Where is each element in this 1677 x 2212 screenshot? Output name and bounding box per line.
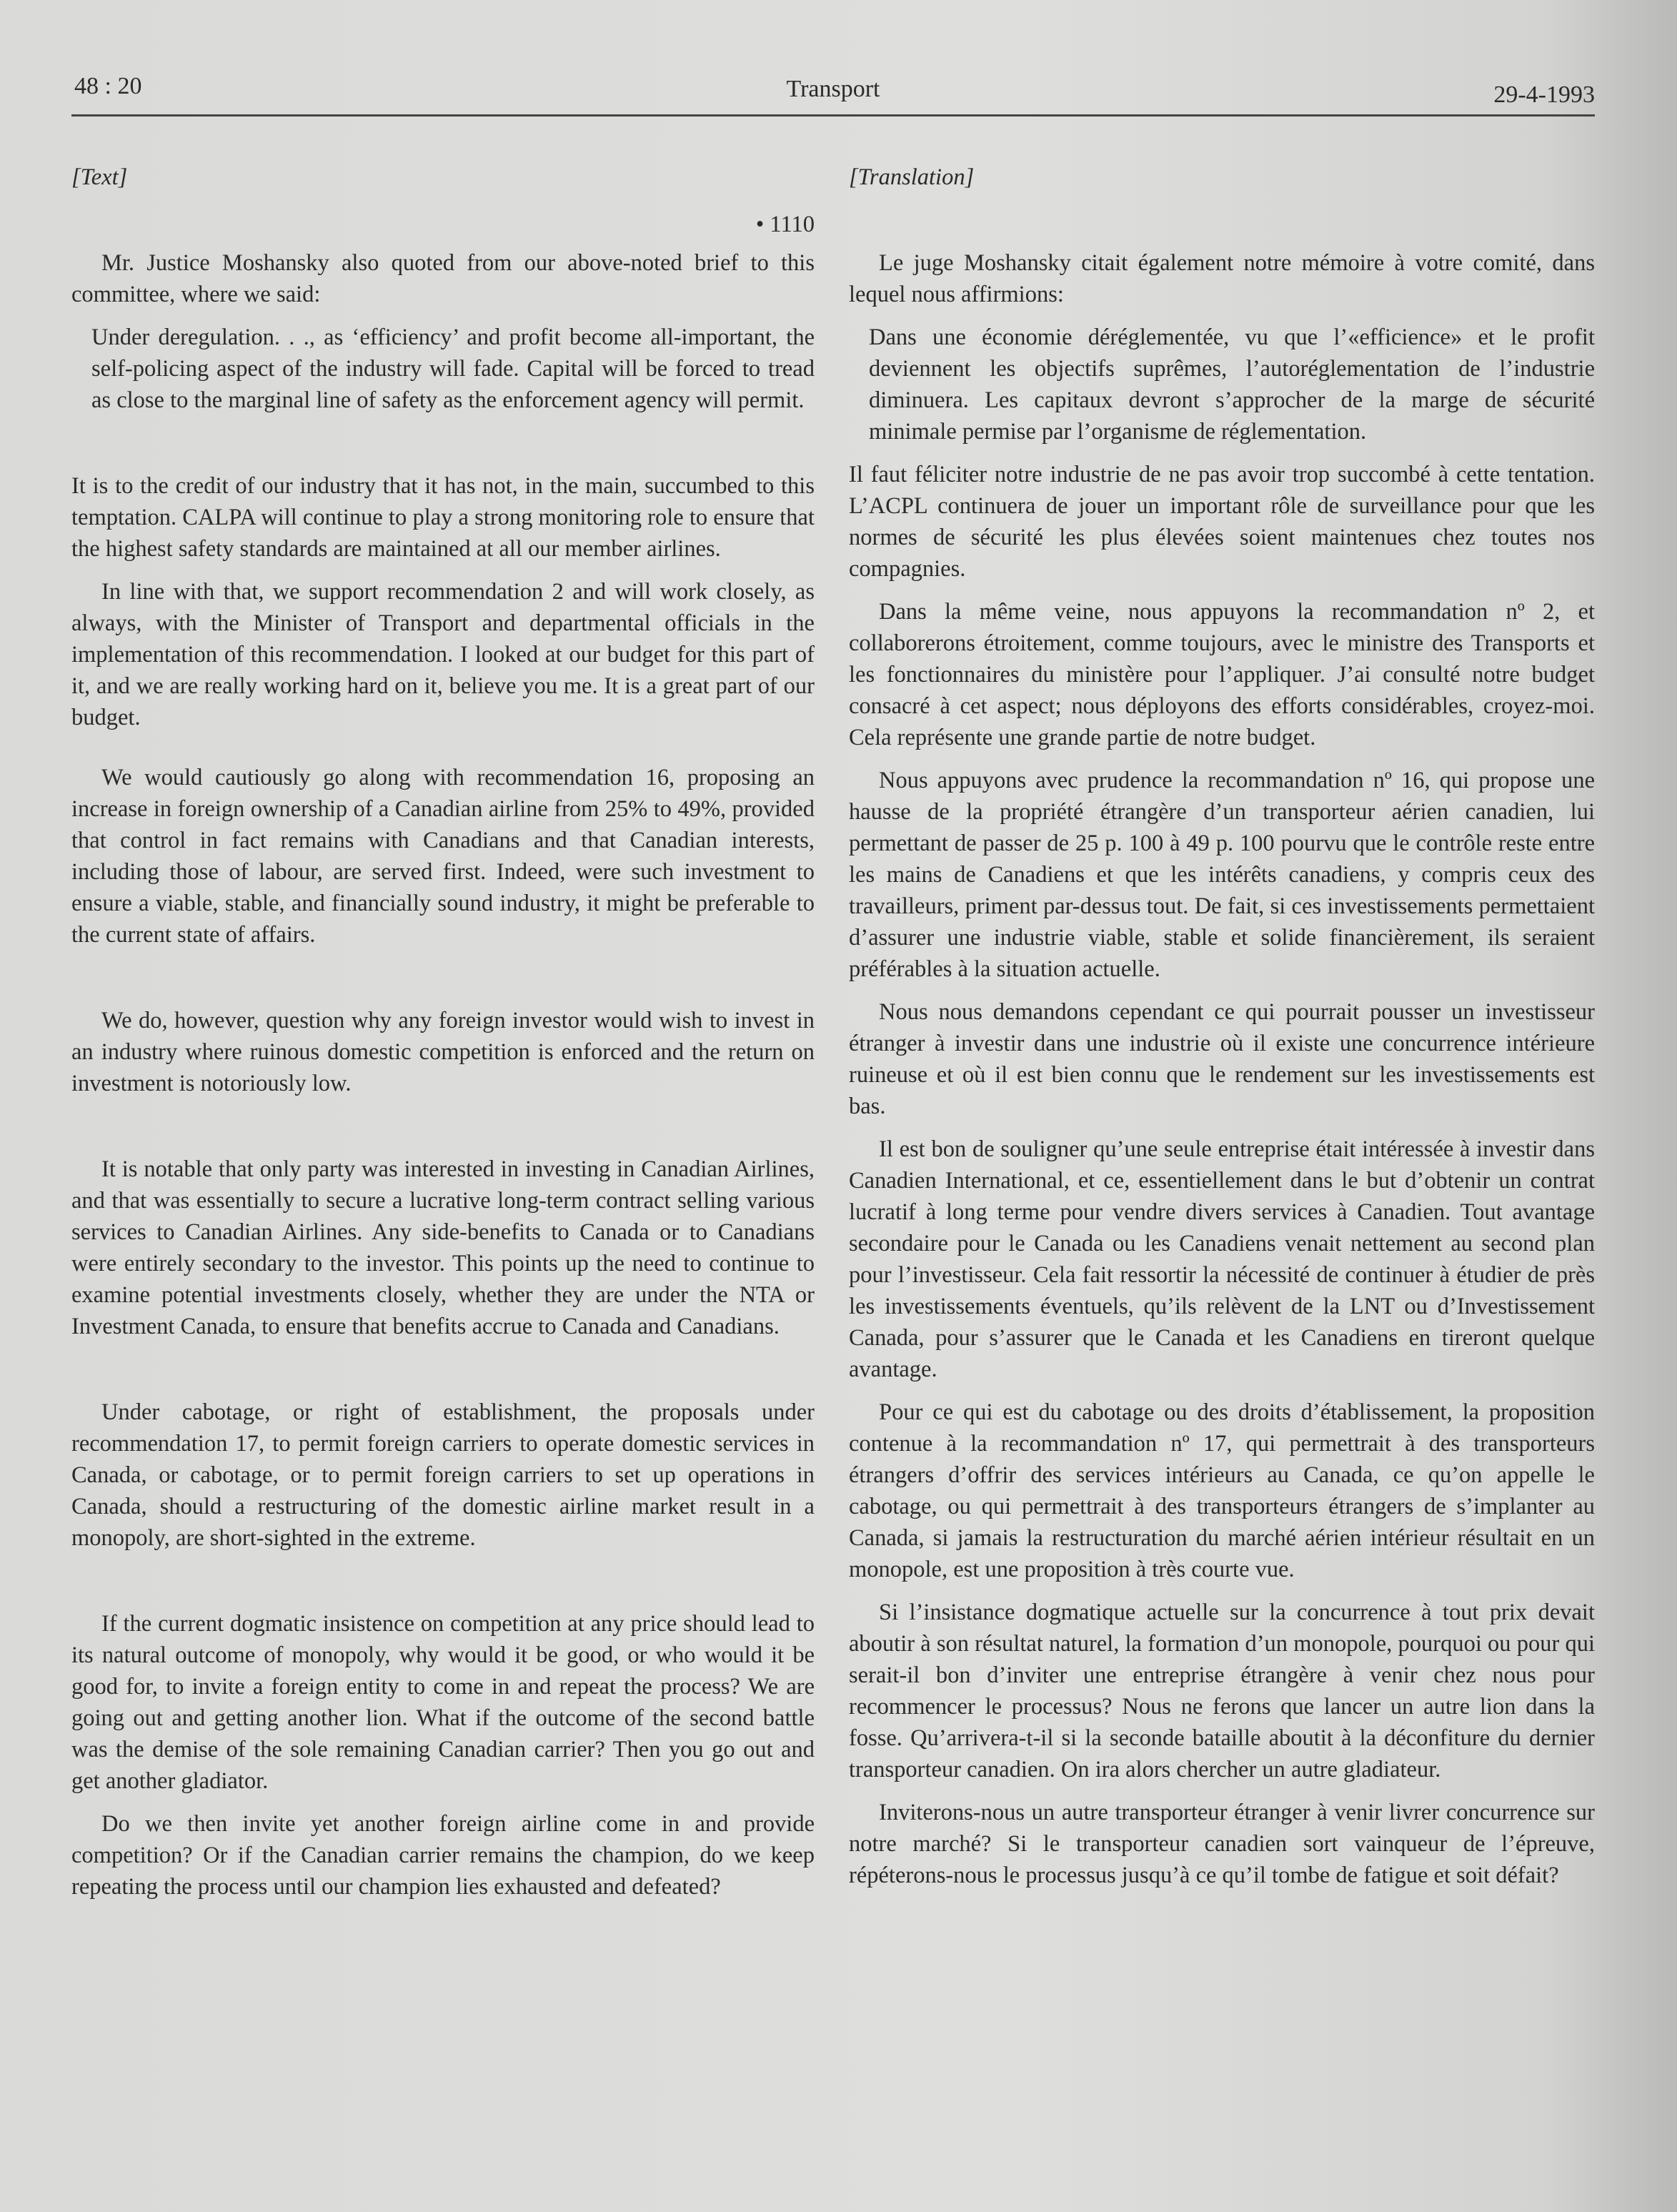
paragraph: Le juge Moshansky citait également notre mémoire à votre comité, dans lequel nous affirmions: [849, 250, 1595, 307]
translation-label: [Translation] [849, 164, 975, 190]
text-label: [Text] [71, 164, 128, 190]
block-quote: Dans une économie déréglementée, vu que l’«efficience» et le profit deviennent les objectifs suprêmes, l’autoréglementation de l’industrie diminuera. Les capitaux devront s’approcher de la marge de sécurité minimale permise par l’organisme de réglementation. [869, 324, 1595, 445]
paragraph: Nous appuyons avec prudence la recommandation nº 16, qui propose une hausse de la propriété étrangère d’un transporteur aérien canadien, lui permettant de passer de 25 p. 100 à 49 p. 100 pourvu que le contrôle reste entre les mains de Canadiens et que les intérêts canadiens, y compris ceux des travailleurs, priment par-dessus tout. De fait, si ces investissements permettaient d’assurer une industrie viable, stable et solide financièrement, ils seraient préférables à la situation actuelle. [849, 768, 1595, 982]
paragraph: In line with that, we support recommendation 2 and will work closely, as always, with the Minister of Transport and departmental officials in the implementation of this recommendation. I looked at our budget for this part of it, and we are really working hard on it, believe you me. It is a great part of our budget. [71, 579, 815, 730]
english-column [71, 162, 815, 1903]
paragraph: We do, however, question why any foreign investor would wish to invest in an industry where ruinous domestic competition is enforced and the return on investment is notoriously low. [71, 1008, 815, 1096]
french-column [849, 162, 1595, 1891]
page-title: Transport [786, 76, 880, 102]
page-number: 48 : 20 [74, 73, 142, 99]
paragraph: Pour ce qui est du cabotage ou des droits d’établissement, la proposition contenue à la recommandation nº 17, qui permettrait à des transporteurs étrangers d’offrir des services intérieurs au Canada, ce qu’on appelle le cabotage, ou qui permettrait à des transporteurs étrangers de s’implanter au Canada, si jamais la restructuration du marché aérien intérieur résultait en un monopole, est une proposition à très courte vue. [849, 1399, 1595, 1582]
page-date: 29-4-1993 [1493, 81, 1595, 108]
paragraph: We would cautiously go along with recommendation 16, proposing an increase in foreign ownership of a Canadian airline from 25% to 49%, provided that control in fact remains with Canadians and that Canadian interests, including those of labour, are served first. Indeed, were such investment to ensure a viable, stable, and financially sound industry, it might be preferable to the current state of affairs. [71, 765, 815, 948]
paragraph: Il est bon de souligner qu’une seule entreprise était intéressée à investir dans Canadien International, et ce, essentiellement dans le but d’obtenir un contrat lucratif à long terme pour vendre divers services à Canadien. Tout avantage secondaire pour le Canada ou les Canadiens venait nettement au second plan pour l’investisseur. Cela fait ressortir la nécessité de continuer à étudier de près les investissements éventuels, qu’ils relèvent de la LNT ou d’Investissement Canada, pour s’assurer que le Canada et les Canadiens en tireront quelque avantage. [849, 1136, 1595, 1382]
page-header [71, 69, 1595, 116]
paragraph: Under cabotage, or right of establishment, the proposals under recommendation 17, to permit foreign carriers to operate domestic services in Canada, or cabotage, or to permit foreign carriers to set up operations in Canada, should a restructuring of the domestic airline market result in a monopoly, are short-sighted in the extreme. [71, 1399, 815, 1551]
paragraph: Do we then invite yet another foreign airline come in and provide competition? Or if the Canadian carrier remains the champion, do we keep repeating the process until our champion lies exhausted and defeated? [71, 1811, 815, 1900]
paragraph: Inviterons-nous un autre transporteur étranger à venir livrer concurrence sur notre marché? Si le transporteur canadien sort vainqueur de l’épreuve, répéterons-nous le processus jusqu’à ce qu’il tombe de fatigue et soit défait? [849, 1800, 1595, 1888]
paragraph: If the current dogmatic insistence on competition at any price should lead to its natural outcome of monopoly, why would it be good, or who would it be good for, to invite a foreign entity to come in and repeat the process? We are going out and getting another lion. What if the outcome of the second battle was the demise of the sole remaining Canadian carrier? Then you go out and get another gladiator. [71, 1611, 815, 1794]
paragraph: It is notable that only party was interested in investing in Canadian Airlines, and that was essentially to secure a lucrative long-term contract selling various services to Canadian Airlines. Any side-benefits to Canada or to Canadians were entirely secondary to the investor. This points up the need to continue to examine potential investments closely, whether they are under the NTA or Investment Canada, to ensure that benefits accrue to Canada and Canadians. [71, 1156, 815, 1339]
block-quote: Under deregulation. . ., as ‘efficiency’ and profit become all-important, the self-policing aspect of the industry will fade. Capital will be forced to tread as close to the marginal line of safety as the enforcement agency will permit. [91, 324, 815, 413]
paragraph: Dans la même veine, nous appuyons la recommandation nº 2, et collaborerons étroitement, comme toujours, avec le ministre des Transports et les fonctionnaires du ministère pour l’appliquer. J’ai consulté notre budget consacré à cet aspect; nous déployons des efforts considérables, croyez-moi. Cela représente une grande partie de notre budget. [849, 599, 1595, 750]
paragraph: Il faut féliciter notre industrie de ne pas avoir trop succombé à cette tentation. L’ACPL continuera de jouer un important rôle de surveillance pour que les normes de sécurité les plus élevées soient maintenues chez toutes nos compagnies. [849, 462, 1595, 582]
time-marker: • 1110 [755, 212, 815, 237]
paragraph: Nous nous demandons cependant ce qui pourrait pousser un investisseur étranger à investir dans une industrie où il existe une concurrence intérieure ruineuse et où il est bien connu que le rendement sur les investissements est bas. [849, 999, 1595, 1119]
paragraph: It is to the credit of our industry that it has not, in the main, succumbed to this temptation. CALPA will continue to play a strong monitoring role to ensure that the highest safety standards are maintained at all our member airlines. [71, 473, 815, 562]
paragraph: Si l’insistance dogmatique actuelle sur la concurrence à tout prix devait aboutir à son résultat naturel, la formation d’un monopole, pourquoi ou pour qui serait-il bon d’inviter une entreprise étrangère à venir chez nous pour recommencer le processus? Nous ne ferons que lancer un autre lion dans la fosse. Qu’arrivera-t-il si la seconde bataille aboutit à la déconfiture du dernier transporteur canadien. On ira alors chercher un autre gladiateur. [849, 1600, 1595, 1782]
paragraph: Mr. Justice Moshansky also quoted from our above-noted brief to this committee, where we said: [71, 250, 815, 307]
